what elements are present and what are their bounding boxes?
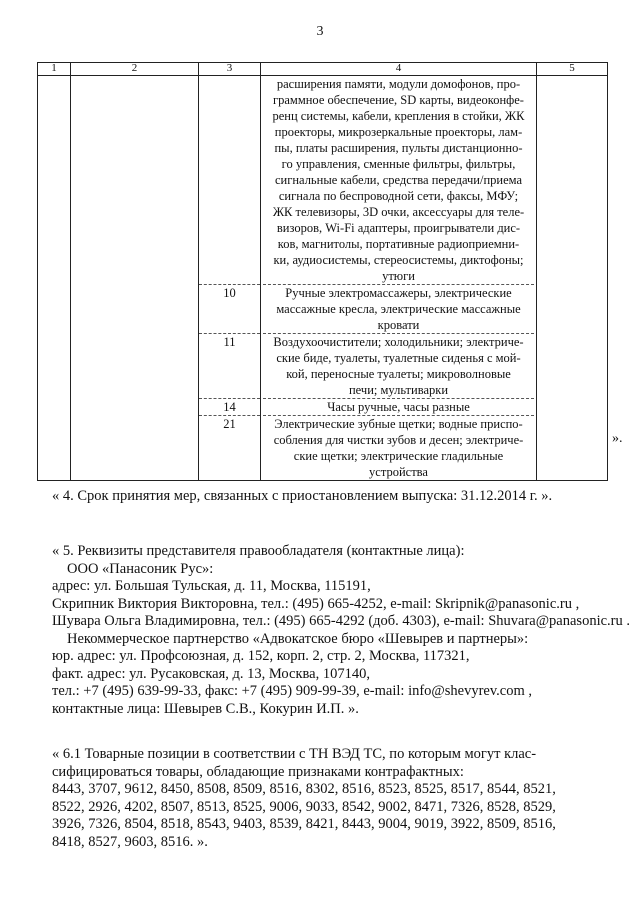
contact-person-1: Скрипник Виктория Викторовна, тел.: (495) 665-4252, e-mail: Skripnik@panasonic.ru , [52, 595, 580, 612]
class-code [199, 76, 260, 285]
goods-line: собления для чистки зубов и десен; электриче- [273, 433, 524, 447]
goods-line: Ручные электромассажеры, электрические [285, 286, 512, 300]
goods-line: ки, аудиосистемы, стереосистемы, диктофоны; [273, 253, 524, 267]
header-col-5: 5 [537, 63, 608, 76]
goods-entry [263, 399, 534, 416]
class-code: 11 [199, 334, 260, 399]
section-6-line-1: « 6.1 Товарные позиции в соответствии с ТН ВЭД ТС, по которым могут клас- [52, 746, 537, 762]
codes-line-4: 8418, 8527, 9603, 8516. ». [52, 833, 208, 850]
section-4-term: « 4. Срок принятия мер, связанных с приостановлением выпуска: 31.12.2014 г. ». [52, 488, 553, 504]
codes-line-2: 8522, 2926, 4202, 8507, 8513, 8525, 9006, 9033, 8542, 9002, 8471, 7326, 8528, 8529, [52, 798, 556, 815]
goods-line: печи; мультиварки [348, 383, 449, 397]
goods-line: ЖК телевизоры, 3D очки, аксессуары для теле- [272, 205, 525, 219]
goods-line: ские биде, туалеты, туалетные сиденья с мой- [276, 351, 521, 365]
goods-line: граммное обеспечение, SD карты, видеоконфе- [273, 93, 524, 107]
contact-person-2: Шувара Ольга Владимировна, тел.: (495) 665-4292 (доб. 4303), e-mail: Shuvara@panasonic.ru . [52, 613, 630, 629]
section-6-codes [52, 746, 612, 851]
cell-col-5 [537, 76, 608, 481]
class-code: 21 [223, 417, 236, 431]
goods-table [37, 62, 608, 481]
goods-line: ренц системы, кабели, крепления в стойки, ЖК [272, 109, 525, 123]
class-code-column [199, 76, 261, 481]
goods-line: сигнальные кабели, средства передачи/приема [274, 173, 522, 187]
goods-line: массажные кресла, электрические массажные [276, 302, 521, 316]
actual-address: факт. адрес: ул. Русаковская, д. 13, Москва, 107140, [52, 665, 370, 682]
partnership-contacts: контактные лица: Шевырев С.В., Кокурин И.П. ». [52, 700, 359, 717]
company-name: ООО «Панасоник Рус»: [67, 560, 214, 577]
goods-line: пы, платы расширения, пульты дистанционно- [274, 141, 523, 155]
header-col-2: 2 [71, 63, 199, 76]
legal-address: юр. адрес: ул. Профсоюзная, д. 152, корп. 2, стр. 2, Москва, 117321, [52, 648, 470, 664]
table-row [38, 76, 608, 481]
partnership-phones: тел.: +7 (495) 639-99-33, факс: +7 (495) 909-99-39, e-mail: info@shevyrev.com , [52, 683, 533, 699]
company-address: адрес: ул. Большая Тульская, д. 11, Москва, 115191, [52, 578, 371, 594]
goods-line: кровати [377, 318, 420, 332]
header-col-4: 4 [261, 63, 537, 76]
goods-line: Часы ручные, часы разные [327, 400, 470, 414]
section-6-line-2: сифицироваться товары, обладающие признаками контрафактных: [52, 763, 464, 780]
goods-line: устройства [369, 465, 428, 479]
codes-line-3: 3926, 7326, 8504, 8518, 8543, 9403, 8539, 8421, 8443, 9004, 9019, 3922, 8509, 8516, [52, 816, 556, 832]
header-col-1: 1 [38, 63, 71, 76]
cell-col-2 [71, 76, 199, 481]
goods-line: го управления, сменные фильтры, фильтры, [281, 157, 516, 171]
goods-line: кой, переносные туалеты; микроволновые [286, 367, 511, 381]
page-number: 3 [316, 24, 324, 39]
class-code: 14 [199, 399, 260, 416]
goods-line: утюги [382, 269, 415, 283]
goods-line: Электрические зубные щетки; водные приспо- [274, 417, 523, 431]
table-header-row [38, 63, 608, 76]
goods-entry [263, 285, 534, 334]
goods-line: расширения памяти, модули домофонов, про- [276, 77, 521, 91]
table-closing-quote: ». [612, 431, 623, 446]
section-5-contacts [52, 543, 630, 718]
goods-line: ков, магнитолы, портативные радиоприемни- [277, 237, 520, 251]
header-col-3: 3 [199, 63, 261, 76]
goods-entry [263, 416, 534, 480]
goods-line: проекторы, микрозеркальные проекторы, лам- [274, 125, 523, 139]
section-5-heading: « 5. Реквизиты представителя правообладателя (контактные лица): [52, 543, 465, 559]
goods-line: визоров, Wi-Fi адаптеры, проигрыватели дис- [276, 221, 521, 235]
codes-line-1: 8443, 3707, 9612, 8450, 8508, 8509, 8516, 8302, 8516, 8523, 8525, 8517, 8544, 8521, [52, 781, 556, 797]
goods-entry [263, 334, 534, 399]
goods-line: ские щетки; электрические гладильные [293, 449, 504, 463]
cell-col-1 [38, 76, 71, 481]
goods-line: сигнала по беспроводной сети, факсы, МФУ; [278, 189, 519, 203]
goods-line: Воздухоочистители; холодильники; электриче- [273, 335, 524, 349]
goods-description-column [261, 76, 537, 481]
partnership-name: Некоммерческое партнерство «Адвокатское бюро «Шевырев и партнеры»: [67, 630, 529, 647]
goods-entry [263, 76, 534, 285]
class-code: 10 [199, 285, 260, 334]
